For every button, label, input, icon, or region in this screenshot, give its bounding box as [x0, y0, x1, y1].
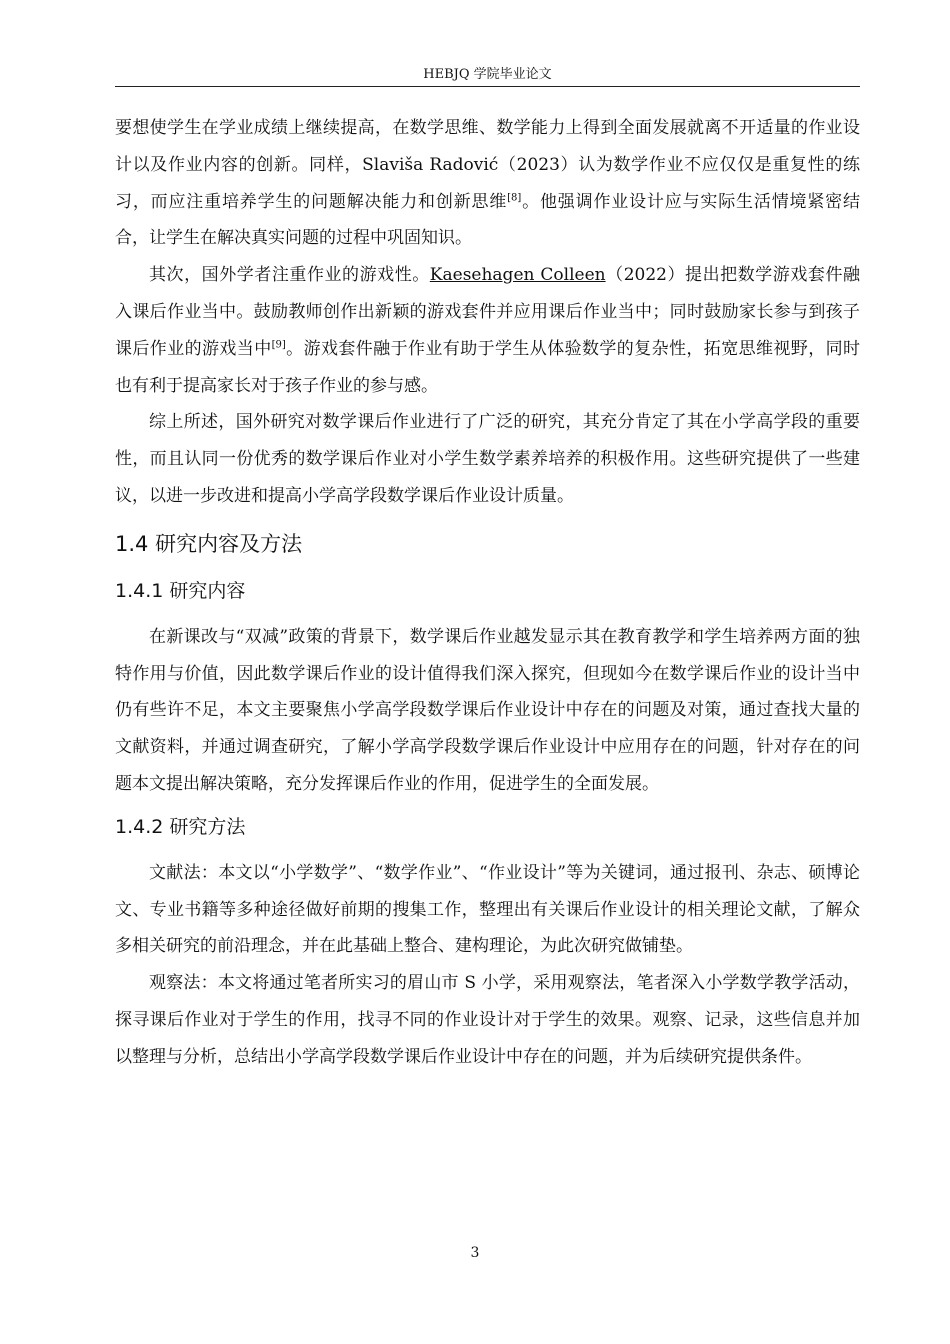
running-header: HEBJQ 学院毕业论文	[423, 67, 552, 82]
paragraph-summary: 综上所述，国外研究对数学课后作业进行了广泛的研究，其充分肯定了其在小学高学段的重要性，而且认同一份优秀的数学课后作业对小学生数学素养培养的积极作用。这些研究提供了一些建议，以进一步改进和提高小学高学段数学课后作业设计质量。	[115, 412, 860, 506]
author-link[interactable]: Kaesehagen Colleen	[429, 265, 606, 286]
page-number: 3	[470, 1245, 480, 1261]
citation-ref[interactable]: [8]	[507, 191, 522, 203]
section-heading-1-4: 1.4 研究内容及方法	[115, 531, 303, 556]
paragraph-continuation	[115, 110, 860, 257]
section-heading-1-4-1: 1.4.1 研究内容	[115, 579, 246, 602]
section-heading-1-4-2: 1.4.2 研究方法	[115, 815, 246, 838]
paragraph-text: 要想使学生在学业成绩上继续提高，在数学思维、数学能力上得到全面发展就离不开适量的作业设计以及作业内容的创新。同样，Slaviša Radović（2023）认为数学作业不应仅仅是重复性的练习，而应注重培养学生的问题解决能力和创新思维	[115, 118, 860, 212]
paragraph-observation-method: 观察法：本文将通过笔者所实习的眉山市 S 小学，采用观察法，笔者深入小学数学教学活动，探寻课后作业对于学生的作用，找寻不同的作业设计对于学生的效果。观察、记录，这些信息并加以整理与分析，总结出小学高学段数学课后作业设计中存在的问题，并为后续研究提供条件。	[115, 973, 860, 1067]
paragraph-text: （2022）提出把数学游戏套件融入课后作业当中。鼓励教师创作出新颖的游戏套件并应用课后作业当中；同时鼓励家长参与到孩子课后作业的游戏当中	[115, 265, 861, 359]
paragraph-text: 其次，国外学者注重作业的游戏性。	[149, 265, 430, 286]
header-divider	[115, 86, 860, 87]
paragraph-text: 。游戏套件融于作业有助于学生从体验数学的复杂性，拓宽思维视野，同时也有利于提高家长对于孩子作业的参与感。	[115, 338, 861, 396]
paragraph-research-content: 在新课改与“双减”政策的背景下，数学课后作业越发显示其在教育教学和学生培养两方面的独特作用与价值，因此数学课后作业的设计值得我们深入探究，但现如今在数学课后作业的设计当中仍有些许不足，本文主要聚焦小学高学段数学课后作业设计中存在的问题及对策，通过查找大量的文献资料，并通过调查研究，了解小学高学段数学课后作业设计中应用存在的问题，针对存在的问题本文提出解决策略，充分发挥课后作业的作用，促进学生的全面发展。	[115, 626, 860, 794]
paragraph-game	[115, 257, 860, 404]
paragraph-text: 。他强调作业设计应与实际生活情境紧密结合，让学生在解决真实问题的过程中巩固知识。	[115, 191, 861, 249]
page-body	[115, 110, 860, 1076]
citation-ref[interactable]: [9]	[271, 339, 286, 351]
paragraph-literature-method: 文献法：本文以“小学数学”、“数学作业”、“作业设计”等为关键词，通过报刊、杂志、硕博论文、专业书籍等多种途径做好前期的搜集工作，整理出有关课后作业设计的相关理论文献，了解众多相关研究的前沿理念，并在此基础上整合、建构理论，为此次研究做铺垫。	[115, 862, 860, 957]
